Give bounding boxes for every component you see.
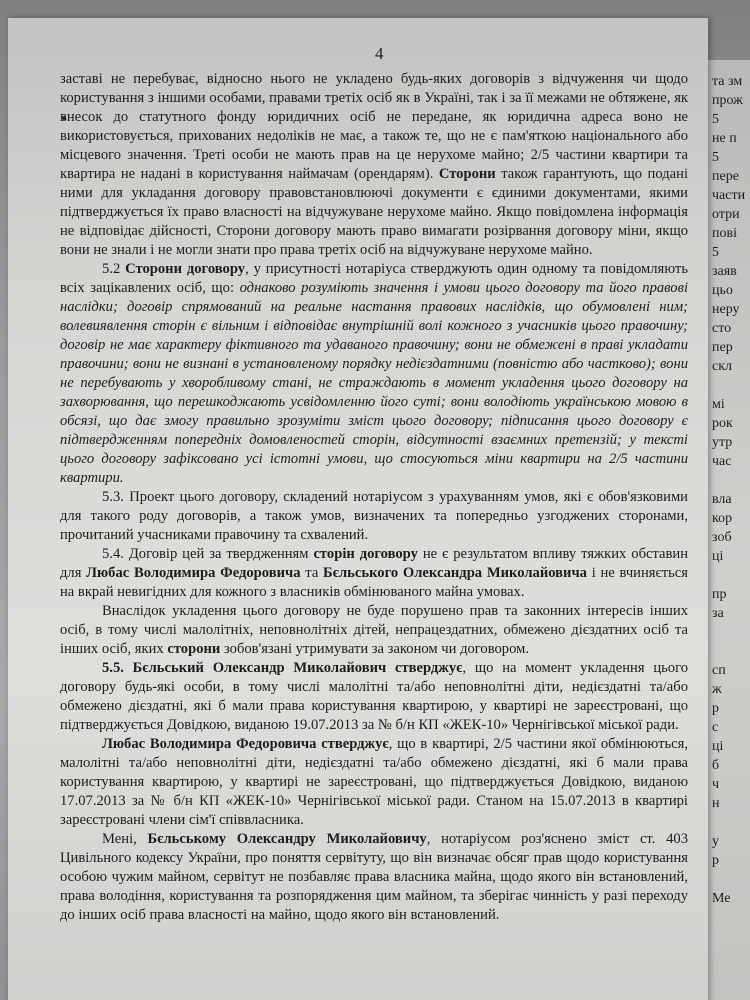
text-segment: , у присутності нотаріуса стверджують один одному та повідомляють всіх зацікавлених осіб, що:: [60, 261, 688, 296]
adjacent-text-fragment: заяв: [712, 264, 737, 279]
text-segment: 5.3. Проект цього договору, складений нотаріусом з урахуванням умов, які є обов'язковими для такого роду договорів, а також умов, визначених та попередньо узгоджених сторонами, прочитаний учасниками правочину та схвалений.: [60, 489, 688, 543]
text-segment: не є результатом впливу тяжких обставин для: [60, 546, 689, 581]
adjacent-text-fragment: та зм: [712, 74, 743, 89]
text-segment: Мені,: [102, 831, 148, 847]
adjacent-text-fragment: неру: [712, 302, 740, 317]
text-segment: також гарантують, що подані ними для укладання договору правовстановлюючі документи є єдиними документами, якими підтверджується їх право власності на відчужуване нерухоме майно. Якщо повідомлена інформація не відповідає дійсності, Сторони договору мають право вимагати розірвання договору міни, якщо вони не знали і не могли знати про права третіх осіб на відчужуване нерухоме майно.: [60, 166, 688, 258]
adjacent-text-fragment: за: [712, 606, 724, 621]
text-segment: , що на момент укладення цього договору будь-які особи, в тому числі малолітні та/або неповнолітні діти, недієздатні та/або обмежено дієздатні, які б мали права користування квартирою, у квартирі не зареєстровані, що підтверджується Довідкою, виданою 19.07.2013 за № б/н КП «ЖЕК-10» Чернігівської міської ради.: [60, 660, 689, 733]
adjacent-text-fragment: сп: [712, 663, 726, 678]
adjacent-text-fragment: не п: [712, 131, 737, 146]
text-segment: Бєльського Олександра Миколайовича: [323, 565, 587, 581]
adjacent-text-fragment: кор: [712, 511, 733, 526]
adjacent-text-fragment: р: [712, 701, 719, 716]
adjacent-text-fragment: прож: [712, 93, 743, 108]
adjacent-page-text: [712, 72, 750, 908]
adjacent-text-fragment: ці: [712, 549, 724, 564]
paragraph-5-2: [60, 260, 688, 488]
text-segment: 5.4. Договір цей за твердженням: [102, 546, 314, 562]
adjacent-text-fragment: вла: [712, 492, 732, 507]
adjacent-text-fragment: ж: [712, 682, 722, 697]
adjacent-text-fragment: [712, 471, 750, 490]
text-segment: , що в квартирі, 2/5 частини якої обмінюються, малолітні та/або неповнолітні діти, недієздатні та/або обмежено дієздатні, які б мали права користування квартирою, у квартирі не зареєстровані, що підтверджується Довідкою, виданою 17.07.2013 за № б/н КП «ЖЕК-10» Чернігівської міської ради. Станом на 15.07.2013 в квартирі зареєстровані члени сім'ї співвласника.: [60, 736, 688, 828]
adjacent-text-fragment: 5: [712, 245, 719, 260]
adjacent-text-fragment: пр: [712, 587, 727, 602]
paragraph-5-4: [60, 545, 688, 602]
text-segment: заставі не перебуває, відносно нього не укладено будь-яких договорів з відчуження чи щодо користування з іншими особами, правами третіх осіб як в Україні, так і за її межами не обтяжене, як внесок до статутного фонду юридичних осіб не передане, як юридична адреса воно не використовується, прихованих недоліків не має, а також те, що не є пам'яткою національного або місцевого значення. Треті особи не мають прав на це нерухоме майно; 2/5 частини квартири та квартира не надані в користування наймачам (орендарям).: [60, 71, 688, 182]
adjacent-text-fragment: [712, 566, 750, 585]
text-segment: Любас Володимира Федоровича стверджує: [102, 736, 389, 752]
adjacent-text-fragment: Ме: [712, 891, 731, 906]
paragraph-5-5: [60, 659, 688, 735]
text-segment: сторони: [167, 641, 221, 657]
paragraph-lyubas-statement: [60, 735, 688, 830]
text-segment: 5.5. Бєльський Олександр Миколайович стверджує: [102, 660, 463, 676]
adjacent-text-fragment: [712, 623, 750, 642]
adjacent-text-fragment: [712, 813, 750, 832]
adjacent-text-fragment: с: [712, 720, 719, 735]
page-number: 4: [375, 44, 384, 63]
adjacent-text-fragment: 5: [712, 150, 719, 165]
adjacent-text-fragment: части: [712, 188, 746, 203]
adjacent-text-fragment: ці: [712, 739, 724, 754]
text-segment: , нотаріусом роз'яснено зміст ст. 403 Цивільного кодексу України, про поняття сервітуту, що він визначає обсяг прав щодо користування особою чужим майном, сервітут не позбавляє права власника майна, щодо якого він встановлений, права володіння, користування та розпорядження цим майном, та зберігає чинність у разі переходу до інших осіб права власності на майно, щодо якого він встановлений.: [60, 831, 688, 923]
adjacent-text-fragment: ч: [712, 777, 720, 792]
paragraph-intro: [60, 70, 688, 260]
adjacent-text-fragment: пові: [712, 226, 737, 241]
adjacent-text-fragment: сто: [712, 321, 732, 336]
adjacent-text-fragment: час: [712, 454, 732, 469]
text-segment: та: [300, 565, 324, 581]
text-segment: Любас Володимира Федоровича: [86, 565, 301, 581]
document-body: [60, 70, 688, 925]
adjacent-text-fragment: отри: [712, 207, 740, 222]
adjacent-text-fragment: у: [712, 834, 719, 849]
text-segment: і не вчиняється на вкрай невигідних для кожного з власників обмінюваного майна умовах.: [60, 565, 688, 600]
paragraph-5-3: [60, 488, 688, 545]
text-segment: сторін договору: [313, 546, 418, 562]
text-segment: Бєльському Олександру Миколайовичу: [147, 831, 427, 847]
adjacent-text-fragment: скл: [712, 359, 733, 374]
adjacent-text-fragment: р: [712, 853, 719, 868]
text-segment: зобов'язані утримувати за законом чи договором.: [220, 641, 530, 657]
adjacent-text-fragment: зоб: [712, 530, 732, 545]
adjacent-text-fragment: цьо: [712, 283, 733, 298]
text-segment: Сторони: [438, 166, 496, 182]
adjacent-text-fragment: рок: [712, 416, 733, 431]
text-segment: Сторони договору: [125, 261, 246, 277]
adjacent-text-fragment: [712, 642, 750, 661]
adjacent-text-fragment: [712, 376, 750, 395]
text-segment: однаково розуміють значення і умови цього договору та його правові наслідки; договір спрямований на реальне настання правових наслідків, що обумовлені ним; волевиявлення сторін є вільним і відповідає внутрішній волі кожного з учасників цього правочину; договір не має характеру фіктивного та удаваного правочину; вони не обмежені в праві укладати правочини; вони не визнані в установленому порядку недієздатними (повністю або частково); вони не перебувають у хворобливому стані, не страждають в момент укладення цього договору на захворювання, що перешкоджають усвідомленню його суті; вони володіють українською мовою в обсязі, що дає змогу правильно зрозуміти зміст цього договору; підписання цього договору є підтвердженням попередніх домовленостей сторін, відсутності взаємних претензій; у тексті цього договору зафіксовано усі істотні умови, що стосуються міни квартири на 2/5 частини квартири.: [60, 280, 688, 486]
adjacent-text-fragment: пере: [712, 169, 739, 184]
adjacent-text-fragment: н: [712, 796, 720, 811]
paragraph-servitude: [60, 830, 688, 925]
adjacent-text-fragment: [712, 870, 750, 889]
adjacent-text-fragment: б: [712, 758, 720, 773]
adjacent-text-fragment: пер: [712, 340, 733, 355]
text-segment: 5.2: [102, 261, 126, 277]
adjacent-text-fragment: 5: [712, 112, 719, 127]
paragraph-rights: [60, 602, 688, 659]
adjacent-text-fragment: утр: [712, 435, 733, 450]
adjacent-text-fragment: мі: [712, 397, 725, 412]
text-segment: Внаслідок укладення цього договору не буде порушено прав та законних інтересів інших осіб, в тому числі малолітніх, неповнолітніх дітей, непрацездатних, обмежено дієздатних осіб та інших осіб, яких: [60, 603, 688, 657]
